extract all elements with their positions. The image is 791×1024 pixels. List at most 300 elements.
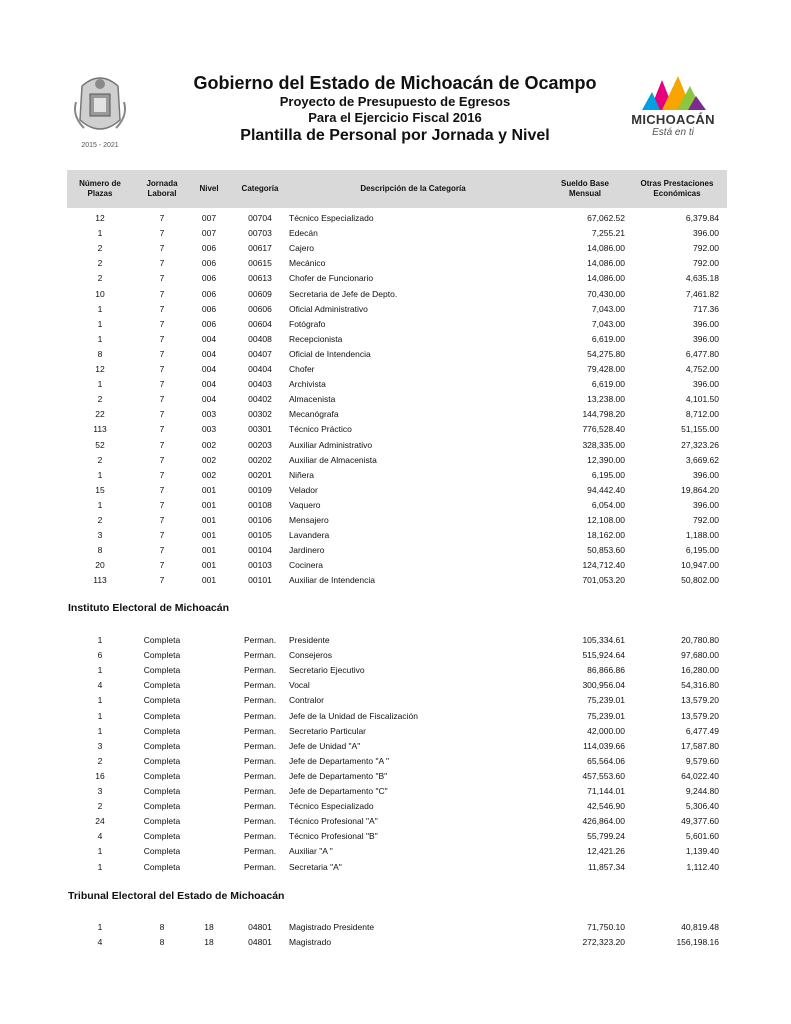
cell-otras: 396.00 (693, 469, 719, 480)
cell-numero: 2 (97, 454, 103, 465)
cell-categoria: Perman. (243, 710, 277, 721)
table-row (67, 693, 727, 708)
table-row (67, 573, 727, 588)
cell-numero: 1 (97, 635, 103, 645)
cell-descripcion: Jefe de Departamento "A " (289, 755, 390, 766)
table-row (67, 438, 727, 453)
cell-jornada: Completa (143, 740, 181, 751)
cell-jornada: 7 (159, 499, 165, 510)
table-row (67, 784, 727, 799)
cell-descripcion: Vaquero (289, 499, 321, 510)
cell-descripcion: Consejeros (289, 650, 332, 661)
table-row (67, 935, 727, 950)
cell-sueldo: 144,798.20 (582, 409, 625, 420)
cell-sueldo: 79,428.00 (587, 364, 625, 374)
cell-jornada: 7 (159, 348, 165, 359)
michoacan-logo (622, 74, 724, 144)
cell-categoria: 00404 (248, 364, 272, 374)
cell-nivel: 004 (201, 333, 217, 344)
cell-jornada: 7 (159, 439, 165, 450)
cell-numero: 24 (95, 816, 105, 827)
cell-sueldo: 75,239.01 (587, 710, 625, 721)
cell-nivel: 007 (201, 213, 217, 223)
cell-otras: 792.00 (693, 243, 719, 254)
cell-jornada: 7 (159, 213, 165, 223)
cell-numero: 4 (97, 831, 103, 842)
cell-jornada: 7 (159, 575, 165, 586)
cell-nivel: 001 (201, 484, 217, 495)
cell-descripcion: Niñera (289, 469, 315, 480)
cell-sueldo: 70,430.00 (587, 288, 625, 299)
cell-numero: 16 (95, 770, 105, 781)
cell-numero: 2 (97, 394, 103, 405)
cell-jornada: 7 (159, 364, 165, 374)
cell-categoria: Perman. (243, 801, 277, 812)
cell-numero: 1 (97, 861, 103, 872)
table-row (67, 709, 727, 724)
table-row (67, 407, 727, 422)
cell-jornada: 7 (159, 379, 165, 390)
cell-descripcion: Mensajero (289, 515, 329, 525)
cell-sueldo: 86,866.86 (587, 665, 625, 676)
cell-categoria: Perman. (243, 846, 277, 857)
cell-sueldo: 105,334.61 (582, 635, 625, 645)
cell-descripcion: Vocal (289, 680, 310, 691)
cell-descripcion: Lavandera (289, 530, 330, 541)
cell-otras: 9,244.80 (685, 786, 719, 796)
cell-sueldo: 6,054.00 (591, 499, 625, 510)
cell-descripcion: Jefe de Unidad "A" (289, 740, 361, 751)
cell-descripcion: Jefe de Departamento "C" (289, 786, 388, 796)
cell-descripcion: Técnico Especializado (289, 213, 374, 223)
cell-jornada: 7 (159, 545, 165, 556)
cell-categoria: 00408 (248, 333, 272, 344)
cell-numero: 12 (95, 213, 105, 223)
cell-numero: 2 (97, 515, 103, 525)
cell-numero: 1 (97, 303, 103, 314)
table-row (67, 769, 727, 784)
cell-categoria: Perman. (243, 725, 277, 736)
col-nivel: Nivel (199, 184, 219, 193)
table-row (67, 799, 727, 814)
cell-otras: 4,635.18 (685, 273, 719, 284)
cell-sueldo: 114,039.66 (583, 740, 625, 751)
cell-numero: 2 (97, 258, 103, 269)
cell-otras: 51,155.00 (681, 424, 719, 435)
cell-otras: 792.00 (693, 515, 719, 525)
cell-categoria: 00109 (248, 484, 272, 495)
cell-sueldo: 6,195.00 (591, 469, 625, 480)
cell-jornada: 7 (159, 318, 165, 329)
cell-sueldo: 54,275.80 (587, 348, 625, 359)
cell-descripcion: Auxiliar de Almacenista (289, 454, 377, 465)
cell-otras: 6,379.84 (685, 213, 719, 223)
cell-jornada: Completa (143, 695, 181, 706)
cell-nivel: 007 (201, 228, 217, 239)
document-titles (160, 72, 630, 146)
cell-numero: 1 (97, 665, 103, 676)
page-title: Gobierno del Estado de Michoacán de Ocampo (193, 73, 597, 93)
cell-numero: 1 (97, 333, 103, 344)
cell-nivel: 006 (201, 303, 217, 314)
table-row (67, 377, 727, 392)
cell-categoria: 00103 (248, 560, 272, 571)
table-row (67, 271, 727, 286)
cell-numero: 52 (95, 439, 105, 450)
cell-jornada: 7 (159, 333, 165, 344)
table-row (67, 498, 727, 513)
col-otras: Otras Prestaciones Económicas (640, 179, 714, 198)
cell-otras: 27,323.26 (681, 439, 719, 450)
cell-otras: 20,780.80 (681, 635, 719, 645)
cell-sueldo: 65,564.06 (587, 755, 625, 766)
cell-nivel: 006 (201, 288, 217, 299)
table-row (67, 633, 727, 648)
cell-sueldo: 14,086.00 (587, 258, 625, 269)
table-row (67, 814, 727, 829)
cell-sueldo: 300,956.04 (582, 680, 625, 691)
cell-descripcion: Oficial Administrativo (289, 303, 368, 314)
cell-sueldo: 457,553.60 (582, 770, 625, 781)
cell-nivel: 006 (201, 318, 217, 329)
cell-numero: 113 (93, 424, 107, 435)
cell-categoria: Perman. (243, 635, 277, 645)
table-row (67, 453, 727, 468)
cell-categoria: 00403 (248, 379, 272, 390)
cell-otras: 19,864.20 (681, 484, 719, 495)
cell-numero: 6 (97, 650, 103, 661)
cell-categoria: 00613 (248, 273, 272, 284)
cell-sueldo: 67,062.52 (587, 213, 625, 223)
cell-descripcion: Fotógrafo (289, 318, 326, 329)
cell-descripcion: Chofer (289, 364, 315, 374)
cell-descripcion: Archivista (289, 379, 326, 390)
cell-jornada: 7 (159, 409, 165, 420)
cell-descripcion: Auxiliar "A " (289, 846, 333, 857)
cell-jornada: Completa (143, 816, 181, 827)
seal-years: 2015 - 2021 (81, 142, 119, 149)
cell-otras: 396.00 (693, 499, 719, 510)
cell-nivel: 004 (201, 379, 217, 390)
cell-otras: 6,477.49 (685, 725, 719, 736)
table-row (67, 754, 727, 769)
cell-numero: 15 (95, 484, 105, 495)
cell-sueldo: 12,421.26 (587, 846, 625, 857)
cell-nivel: 004 (201, 348, 217, 359)
table-row (67, 468, 727, 483)
cell-categoria: 00606 (248, 303, 272, 314)
cell-categoria: 00203 (248, 439, 272, 450)
cell-categoria: 00105 (248, 530, 272, 541)
cell-sueldo: 124,712.40 (582, 560, 625, 571)
cell-numero: 2 (97, 243, 103, 254)
cell-otras: 4,752.00 (685, 364, 719, 374)
cell-otras: 396.00 (693, 228, 719, 239)
cell-jornada: 7 (159, 424, 165, 435)
cell-otras: 54,316.80 (681, 680, 719, 691)
cell-jornada: 8 (159, 922, 165, 932)
cell-jornada: Completa (143, 831, 181, 842)
cell-nivel: 004 (201, 394, 217, 405)
cell-otras: 49,377.60 (681, 816, 719, 827)
cell-sueldo: 14,086.00 (587, 273, 625, 284)
cell-sueldo: 11,857.34 (587, 861, 625, 872)
cell-descripcion: Secretaria de Jefe de Depto. (289, 288, 398, 299)
cell-descripcion: Cocinera (289, 560, 324, 571)
cell-categoria: 00617 (248, 243, 272, 254)
cell-jornada: 7 (159, 273, 165, 284)
cell-categoria: Perman. (243, 816, 277, 827)
cell-categoria: 00201 (248, 469, 272, 480)
cell-categoria: Perman. (243, 861, 277, 872)
cell-sueldo: 42,000.00 (587, 725, 625, 736)
cell-numero: 1 (97, 228, 103, 239)
cell-jornada: 7 (159, 515, 165, 525)
cell-nivel: 18 (204, 922, 214, 932)
cell-numero: 4 (97, 937, 103, 948)
cell-sueldo: 75,239.01 (587, 695, 625, 706)
cell-otras: 396.00 (693, 318, 719, 329)
cell-otras: 7,461.82 (685, 288, 719, 299)
cell-numero: 1 (97, 469, 103, 480)
table-row (67, 724, 727, 739)
cell-categoria: 00609 (248, 288, 272, 299)
cell-otras: 40,819.48 (681, 922, 719, 932)
cell-nivel: 001 (201, 560, 217, 571)
cell-numero: 1 (97, 499, 103, 510)
cell-numero: 4 (97, 680, 103, 691)
cell-jornada: 7 (159, 228, 165, 239)
cell-nivel: 006 (201, 273, 217, 284)
cell-otras: 13,579.20 (681, 695, 719, 706)
cell-numero: 2 (97, 755, 103, 766)
table-row (67, 860, 727, 875)
cell-jornada: Completa (143, 650, 181, 661)
cell-otras: 1,112.40 (686, 861, 719, 872)
table-row (67, 422, 727, 437)
cell-jornada: 7 (159, 454, 165, 465)
cell-nivel: 001 (201, 530, 217, 541)
cell-jornada: 8 (159, 937, 165, 948)
cell-otras: 5,601.60 (685, 831, 719, 842)
table-row (67, 317, 727, 332)
cell-sueldo: 6,619.00 (591, 333, 625, 344)
cell-categoria: 04801 (248, 937, 272, 948)
cell-nivel: 002 (201, 469, 217, 480)
cell-descripcion: Jefe de la Unidad de Fiscalización (289, 710, 418, 721)
cell-descripcion: Técnico Profesional "A" (289, 816, 378, 827)
cell-categoria: 00604 (248, 318, 272, 329)
table-row (67, 256, 727, 271)
cell-descripcion: Chofer de Funcionario (289, 273, 374, 284)
cell-categoria: 00704 (248, 213, 272, 223)
cell-nivel: 001 (201, 515, 217, 525)
cell-sueldo: 13,238.00 (587, 394, 625, 405)
cell-numero: 113 (93, 575, 107, 586)
cell-descripcion: Mecanógrafa (289, 409, 339, 420)
cell-otras: 13,579.20 (681, 710, 719, 721)
col-numero: Número de Plazas (79, 179, 121, 198)
cell-numero: 8 (97, 545, 103, 556)
cell-jornada: Completa (143, 755, 181, 766)
coat-of-arms-icon (70, 72, 130, 142)
cell-sueldo: 776,528.40 (582, 424, 625, 435)
col-categoria: Categoría (241, 184, 279, 193)
cell-jornada: Completa (143, 801, 181, 812)
cell-otras: 50,802.00 (681, 575, 719, 586)
cell-descripcion: Auxiliar Administrativo (289, 439, 373, 450)
cell-otras: 792.00 (693, 258, 719, 269)
cell-descripcion: Oficial de Intendencia (289, 348, 371, 359)
cell-descripcion: Auxiliar de Intendencia (289, 575, 376, 586)
cell-numero: 1 (97, 846, 103, 857)
cell-numero: 2 (97, 273, 103, 284)
cell-otras: 3,669.62 (685, 454, 719, 465)
cell-jornada: 7 (159, 303, 165, 314)
cell-numero: 1 (97, 710, 103, 721)
cell-numero: 10 (95, 288, 105, 299)
cell-categoria: Perman. (243, 770, 277, 781)
cell-jornada: 7 (159, 560, 165, 571)
cell-descripcion: Técnico Práctico (289, 424, 352, 435)
cell-descripcion: Secretaria "A" (289, 861, 342, 872)
cell-categoria: Perman. (243, 665, 277, 676)
cell-otras: 1,139.40 (685, 846, 719, 857)
table-row (67, 302, 727, 317)
cell-descripcion: Magistrado (289, 937, 332, 948)
cell-numero: 1 (97, 922, 103, 932)
cell-categoria: Perman. (243, 650, 277, 661)
cell-jornada: 7 (159, 469, 165, 480)
table-row (67, 920, 727, 935)
cell-jornada: 7 (159, 243, 165, 254)
cell-nivel: 006 (201, 243, 217, 254)
cell-jornada: 7 (159, 394, 165, 405)
col-sueldo: Sueldo Base Mensual (560, 179, 609, 198)
cell-otras: 5,306.40 (685, 801, 719, 812)
cell-jornada: Completa (143, 680, 181, 691)
cell-numero: 3 (97, 740, 103, 751)
logo-name: MICHOACÁN (631, 112, 715, 127)
cell-categoria: Perman. (243, 786, 277, 796)
col-descripcion: Descripción de la Categoría (360, 184, 466, 193)
cell-sueldo: 6,619.00 (591, 379, 625, 390)
cell-otras: 17,587.80 (681, 740, 719, 751)
table-row (67, 513, 727, 528)
cell-jornada: Completa (143, 635, 181, 645)
cell-categoria: Perman. (243, 680, 277, 691)
cell-otras: 9,579.60 (685, 755, 719, 766)
cell-descripcion: Mecánico (289, 258, 326, 269)
section-title-instituto: Instituto Electoral de Michoacán (68, 602, 230, 614)
cell-categoria: 00202 (248, 454, 272, 465)
cell-nivel: 001 (201, 545, 217, 556)
cell-sueldo: 71,144.01 (587, 786, 625, 796)
table-row (67, 648, 727, 663)
cell-jornada: 7 (159, 288, 165, 299)
cell-otras: 396.00 (693, 333, 719, 344)
cell-sueldo: 7,043.00 (591, 318, 625, 329)
cell-jornada: Completa (143, 846, 181, 857)
cell-descripcion: Edecán (289, 228, 318, 239)
cell-nivel: 001 (201, 575, 217, 586)
cell-sueldo: 42,546.90 (587, 801, 625, 812)
cell-otras: 396.00 (693, 379, 719, 390)
cell-sueldo: 515,924.64 (582, 650, 625, 661)
page-subtitle-2: Para el Ejercicio Fiscal 2016 (308, 110, 482, 125)
cell-otras: 4,101.50 (685, 394, 719, 405)
col-jornada: Jornada Laboral (146, 179, 178, 198)
cell-descripcion: Técnico Especializado (289, 801, 374, 812)
table-row (67, 528, 727, 543)
table-row (67, 558, 727, 573)
cell-sueldo: 426,864.00 (582, 816, 625, 827)
cell-categoria: 04801 (248, 922, 272, 932)
cell-descripcion: Secretario Ejecutivo (289, 665, 365, 676)
table-row (67, 332, 727, 347)
table-row (67, 347, 727, 362)
cell-jornada: Completa (143, 710, 181, 721)
table-row (67, 287, 727, 302)
cell-sueldo: 94,442.40 (587, 484, 625, 495)
cell-nivel: 18 (204, 937, 214, 948)
table-row (67, 543, 727, 558)
cell-descripcion: Jardinero (289, 545, 325, 556)
cell-otras: 16,280.00 (681, 665, 719, 676)
cell-nivel: 001 (201, 499, 217, 510)
cell-descripcion: Recepcionista (289, 333, 343, 344)
table-row (67, 211, 727, 226)
cell-categoria: 00104 (248, 545, 272, 556)
table-row (67, 829, 727, 844)
page-header (0, 72, 791, 162)
cell-numero: 2 (97, 801, 103, 812)
table-row (67, 483, 727, 498)
cell-jornada: Completa (143, 725, 181, 736)
cell-categoria: Perman. (243, 740, 277, 751)
cell-numero: 20 (95, 560, 105, 571)
cell-nivel: 004 (201, 364, 217, 374)
table-row (67, 392, 727, 407)
table-row (67, 362, 727, 377)
state-seal (70, 72, 130, 154)
page-subtitle-1: Proyecto de Presupuesto de Egresos (279, 94, 511, 109)
cell-otras: 97,680.00 (681, 650, 719, 661)
cell-categoria: Perman. (243, 695, 277, 706)
cell-numero: 1 (97, 725, 103, 736)
cell-numero: 1 (97, 318, 103, 329)
cell-categoria: 00615 (248, 258, 272, 269)
cell-nivel: 003 (201, 409, 217, 420)
cell-otras: 1,188.00 (685, 530, 719, 541)
cell-categoria: 00108 (248, 499, 272, 510)
cell-categoria: Perman. (243, 755, 277, 766)
cell-descripcion: Secretario Particular (289, 725, 367, 736)
cell-jornada: Completa (143, 786, 181, 796)
cell-nivel: 006 (201, 258, 217, 269)
cell-descripcion: Presidente (289, 635, 330, 645)
cell-jornada: 7 (159, 530, 165, 541)
cell-numero: 22 (95, 409, 105, 420)
cell-sueldo: 7,255.21 (591, 228, 625, 239)
cell-sueldo: 12,390.00 (587, 454, 625, 465)
cell-descripcion: Técnico Profesional "B" (289, 831, 378, 842)
section-title-tribunal: Tribunal Electoral del Estado de Michoacán (68, 890, 285, 902)
table-row (67, 226, 727, 241)
cell-otras: 10,947.00 (681, 560, 719, 571)
cell-categoria: 00407 (248, 348, 272, 359)
cell-numero: 12 (95, 364, 105, 374)
